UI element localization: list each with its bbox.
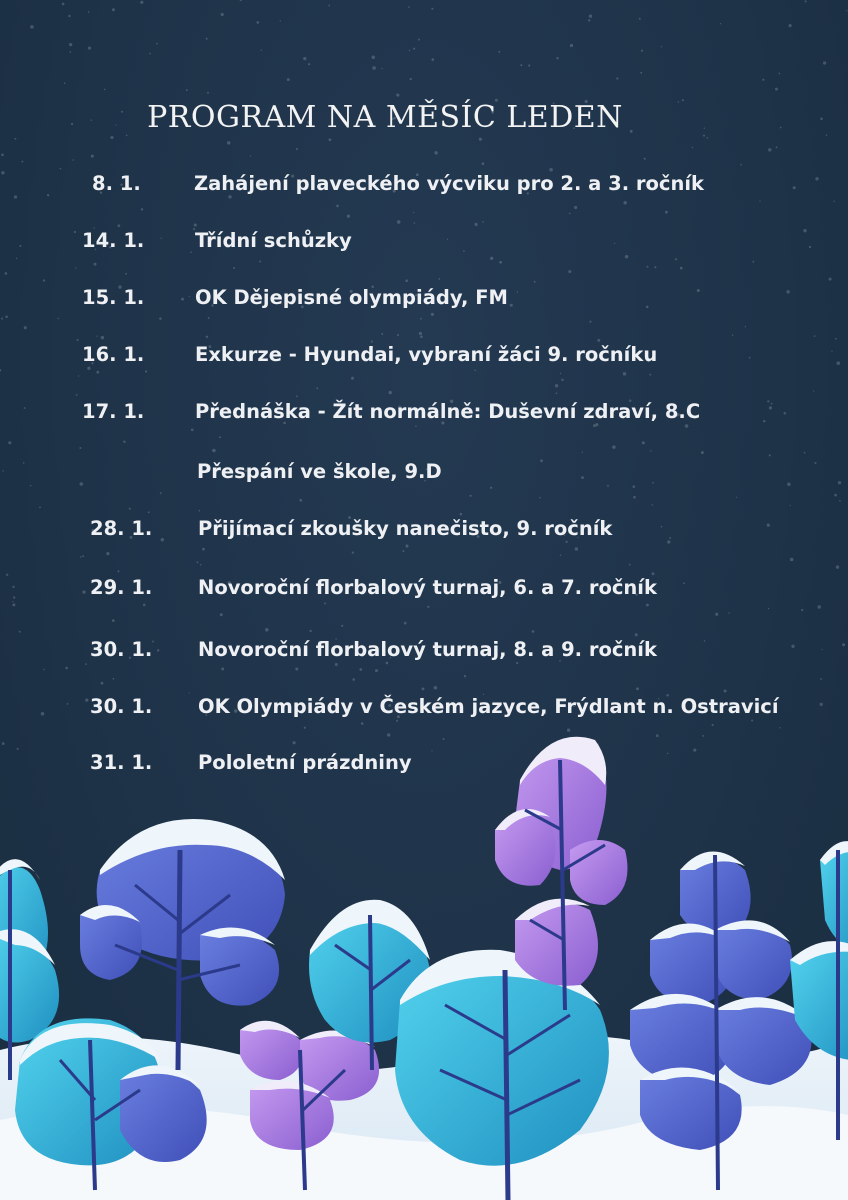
event-text: OK Olympiády v Českém jazyce, Frýdlant n. Ostravicí (198, 695, 779, 718)
event-text: Přednáška - Žít normálně: Duševní zdraví, 8.C (195, 400, 701, 423)
event-date: 14. 1. (82, 229, 145, 252)
event-date: 8. 1. (92, 172, 141, 195)
event-date: 30. 1. (90, 638, 153, 661)
event-text: Novoroční florbalový turnaj, 6. a 7. ročník (198, 576, 657, 599)
event-date: 31. 1. (90, 751, 153, 774)
event-date: 28. 1. (90, 517, 153, 540)
event-text: Zahájení plaveckého výcviku pro 2. a 3. ročník (194, 172, 704, 195)
winter-forest-illustration (0, 720, 848, 1200)
event-text: Přijímací zkoušky nanečisto, 9. ročník (198, 517, 613, 540)
event-text: Exkurze - Hyundai, vybraní žáci 9. ročníku (195, 343, 658, 366)
event-text: Pololetní prázdniny (198, 751, 412, 774)
event-date: 15. 1. (82, 286, 145, 309)
event-text: Novoroční florbalový turnaj, 8. a 9. ročník (198, 638, 657, 661)
event-date: 30. 1. (90, 695, 153, 718)
page-title: PROGRAM NA MĚSÍC LEDEN (147, 100, 623, 136)
event-date: 29. 1. (90, 576, 153, 599)
event-date: 16. 1. (82, 343, 145, 366)
event-date: 17. 1. (82, 400, 145, 423)
event-text: Třídní schůzky (195, 229, 352, 252)
event-text: OK Dějepisné olympiády, FM (195, 286, 508, 309)
event-text: Přespání ve škole, 9.D (197, 460, 442, 483)
